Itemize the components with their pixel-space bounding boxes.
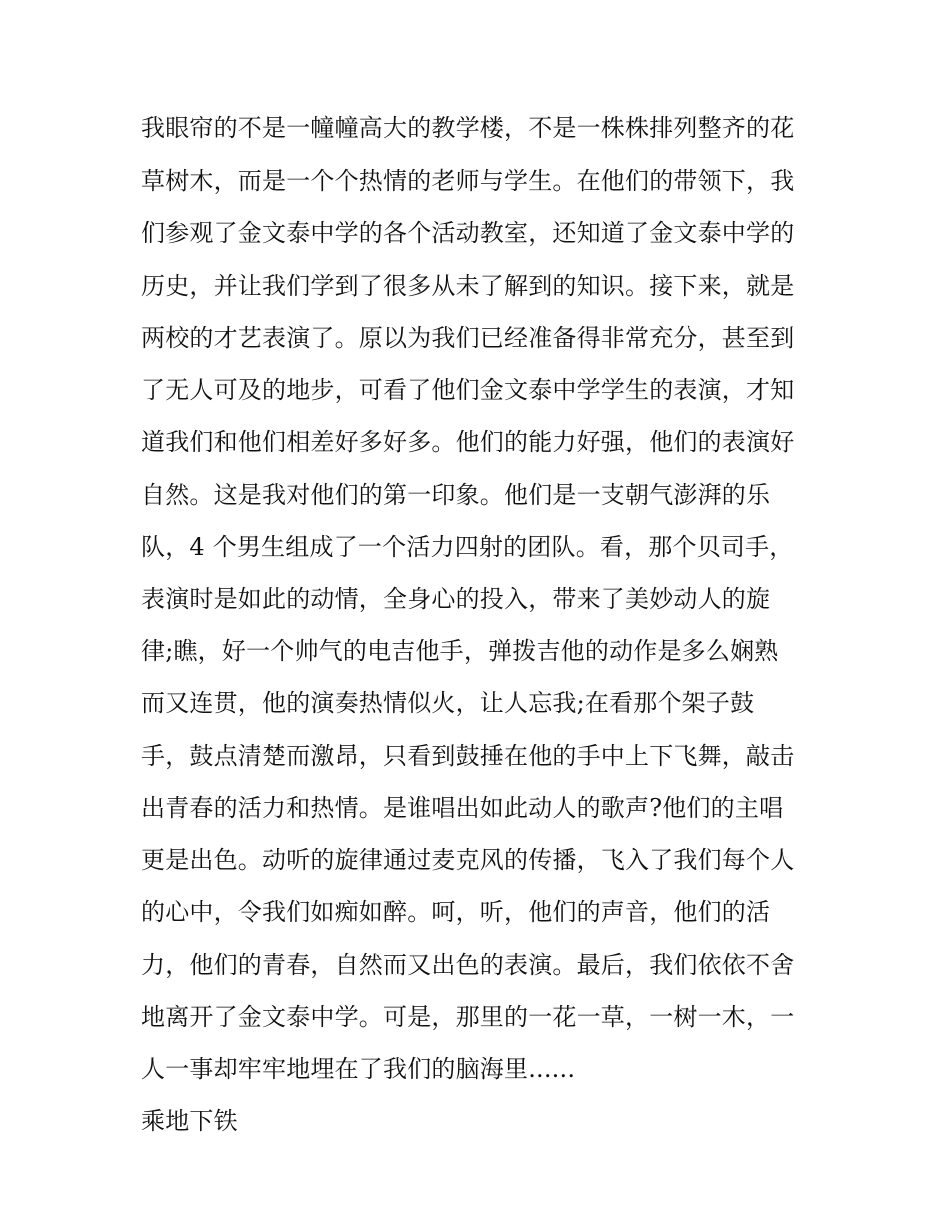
- paragraph-line: 了无人可及的地步，可看了他们金文泰中学学生的表演，才知: [141, 376, 795, 404]
- paragraph-line: 手，鼓点清楚而激昂，只看到鼓捶在他的手中上下飞舞，敲击: [141, 742, 795, 770]
- paragraph-line: 们参观了金文泰中学的各个活动教室，还知道了金文泰中学的: [141, 219, 795, 247]
- paragraph-line: 而又连贯，他的演奏热情似火，让人忘我;在看那个架子鼓: [141, 689, 755, 717]
- paragraph-line: 的心中，令我们如痴如醉。呵，听，他们的声音，他们的活: [141, 898, 771, 926]
- paragraph-line: 我眼帘的不是一幢幢高大的教学楼，不是一株株排列整齐的花: [141, 114, 795, 142]
- paragraph-line: 队，4 个男生组成了一个活力四射的团队。看，那个贝司手，: [141, 533, 794, 561]
- paragraph-line: 人一事却牢牢地埋在了我们的脑海里......: [141, 1055, 576, 1083]
- section-heading: 乘地下铁: [141, 1107, 238, 1135]
- paragraph-line: 两校的才艺表演了。原以为我们已经准备得非常充分，甚至到: [141, 324, 795, 352]
- paragraph-line: 地离开了金文泰中学。可是，那里的一花一草，一树一木，一: [141, 1003, 795, 1031]
- paragraph-line: 更是出色。动听的旋律通过麦克风的传播，飞入了我们每个人: [141, 846, 795, 874]
- paragraph-line: 律;瞧，好一个帅气的电吉他手，弹拨吉他的动作是多么娴熟: [141, 637, 779, 665]
- paragraph-line: 出青春的活力和热情。是谁唱出如此动人的歌声?他们的主唱: [141, 794, 784, 822]
- paragraph-line: 表演时是如此的动情，全身心的投入，带来了美妙动人的旋: [141, 585, 771, 613]
- paragraph-line: 道我们和他们相差好多好多。他们的能力好强，他们的表演好: [141, 428, 795, 456]
- paragraph-line: 历史，并让我们学到了很多从未了解到的知识。接下来，就是: [141, 272, 795, 300]
- paragraph-line: 力，他们的青春，自然而又出色的表演。最后，我们依依不舍: [141, 951, 795, 979]
- paragraph-line: 草树木，而是一个个热情的老师与学生。在他们的带领下，我: [141, 167, 795, 195]
- paragraph-line: 自然。这是我对他们的第一印象。他们是一支朝气澎湃的乐: [141, 481, 771, 509]
